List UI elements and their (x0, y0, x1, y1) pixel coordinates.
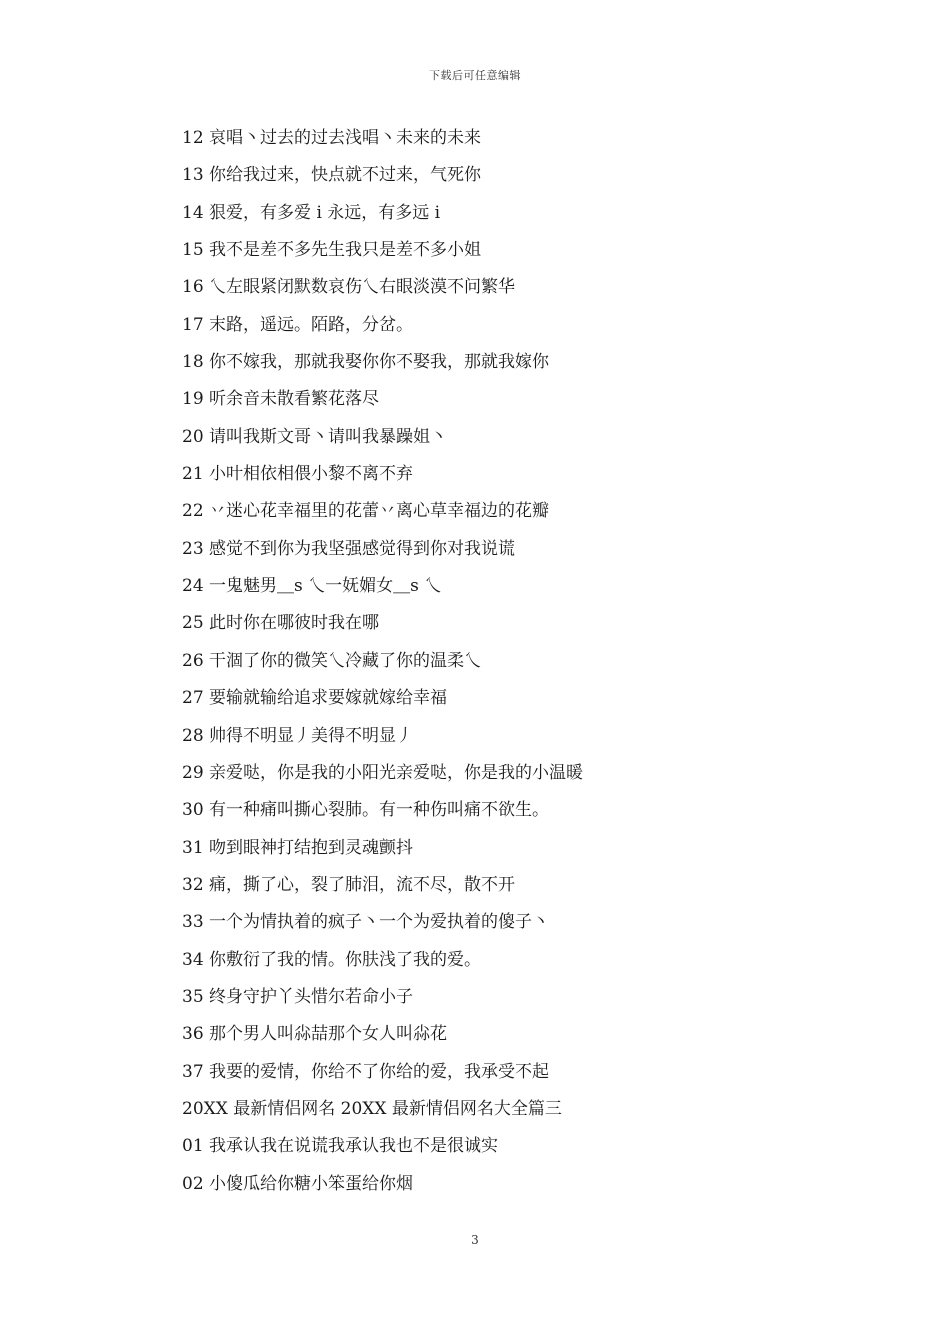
text-line: 29 亲爱哒，你是我的小阳光亲爱哒，你是我的小温暖 (182, 762, 584, 783)
text-line: 31 吻到眼神打结抱到灵魂颤抖 (182, 837, 414, 858)
text-line: 32 痛，撕了心，裂了肺泪，流不尽，散不开 (182, 874, 516, 895)
text-line: 20 请叫我斯文哥丶请叫我暴躁姐丶 (182, 426, 448, 447)
text-line: 34 你敷衍了我的情。你肤浅了我的爱。 (182, 949, 482, 970)
text-line: 16 乀左眼紧闭默数哀伤乀右眼淡漠不问繁华 (182, 277, 516, 298)
text-line: 36 那个男人叫尛喆那个女人叫尛花 (182, 1024, 448, 1045)
text-line: 12 哀唱丶过去的过去浅唱丶未来的未来 (182, 128, 482, 148)
page-number: 3 (471, 1233, 479, 1247)
section-heading: 20XX 最新情侣网名 20XX 最新情侣网名大全篇三 (182, 1098, 562, 1119)
text-line: 26 干涸了你的微笑乀冷藏了你的温柔乀 (182, 650, 482, 671)
text-line: 18 你不嫁我，那就我娶你你不娶我，那就我嫁你 (182, 352, 550, 373)
text-line: 13 你给我过来，快点就不过来，气死你 (182, 165, 482, 186)
text-line: 14 狠爱，有多爱 i 永远，有多远 i (182, 202, 441, 223)
text-line: 15 我不是差不多先生我只是差不多小姐 (182, 240, 482, 261)
page-header-note: 下载后可任意编辑 (429, 69, 521, 82)
document-body (182, 124, 822, 1207)
text-line: 21 小叶相依相偎小黎不离不弃 (182, 464, 414, 485)
text-line: 25 此时你在哪彼时我在哪 (182, 613, 380, 634)
text-line: 28 帅得不明显丿美得不明显丿 (182, 725, 414, 746)
text-line: 33 一个为情执着的疯子丶一个为爱执着的傻子丶 (182, 912, 550, 933)
text-line: 35 终身守护丫头惜尔若命小子 (182, 986, 414, 1007)
text-line: 23 感觉不到你为我坚强感觉得到你对我说谎 (182, 538, 516, 559)
text-line: 02 小傻瓜给你糖小笨蛋给你烟 (182, 1173, 414, 1194)
text-line: 19 听余音未散看繁花落尽 (182, 389, 380, 410)
text-line: 37 我要的爱情，你给不了你给的爱，我承受不起 (182, 1061, 550, 1082)
text-line: 22 丷迷心花幸福里的花蕾丷离心草幸福边的花瓣 (182, 501, 550, 522)
text-line: 01 我承认我在说谎我承认我也不是很诚实 (182, 1136, 499, 1157)
text-line: 24 一鬼魅男＿s 乀一妩媚女＿s 乀 (182, 576, 442, 597)
text-line: 17 末路，遥远。陌路，分岔。 (182, 314, 414, 335)
text-line: 30 有一种痛叫撕心裂肺。有一种伤叫痛不欲生。 (182, 800, 550, 821)
text-line: 27 要输就输给追求要嫁就嫁给幸福 (182, 688, 448, 709)
